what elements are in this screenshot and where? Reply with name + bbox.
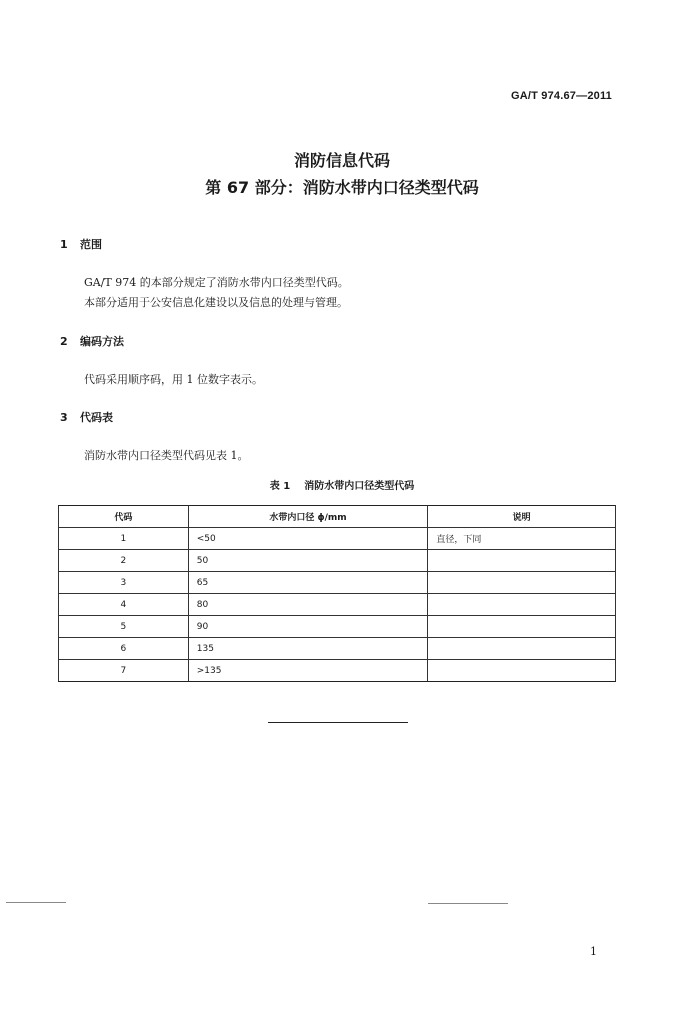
cell-code: 6 [59, 638, 189, 660]
paragraph: 代码采用顺序码，用 1 位数字表示。 [84, 373, 263, 386]
scan-speck [6, 902, 66, 903]
table-caption [0, 477, 684, 492]
scan-speck [428, 903, 508, 904]
cell-diameter: 65 [188, 572, 428, 594]
paragraph: 本部分适用于公安信息化建设以及信息的处理与管理。 [84, 296, 348, 309]
paragraph: 消防水带内口径类型代码见表 1。 [84, 449, 249, 462]
table-row [59, 660, 616, 682]
document-title: 消防信息代码 [293, 151, 390, 170]
section-number: 3 [60, 411, 68, 424]
cell-remark: 直径，下同 [428, 528, 616, 550]
cell-diameter: 50 [188, 550, 428, 572]
section-title: 范围 [80, 238, 102, 251]
standard-number: GA/T 974.67—2011 [510, 90, 612, 102]
table-row [59, 550, 616, 572]
section-heading-code-table [60, 409, 113, 425]
paragraph: GA/T 974 的本部分规定了消防水带内口径类型代码。 [84, 276, 349, 289]
section-heading-scope [60, 236, 102, 252]
cell-code: 4 [59, 594, 189, 616]
section-number: 1 [60, 238, 68, 251]
document-subtitle: 第 67 部分：消防水带内口径类型代码 [205, 178, 479, 197]
cell-diameter: 80 [188, 594, 428, 616]
section-title: 编码方法 [80, 335, 124, 348]
section-heading-coding-method [60, 333, 124, 349]
table-row [59, 616, 616, 638]
cell-remark [428, 594, 616, 616]
cell-code: 7 [59, 660, 189, 682]
cell-diameter: 90 [188, 616, 428, 638]
cell-diameter: <50 [188, 528, 428, 550]
header-code: 代码 [59, 506, 189, 528]
section-title: 代码表 [80, 411, 113, 424]
cell-code: 5 [59, 616, 189, 638]
table-caption-number: 表 1 [269, 481, 291, 492]
page-number: 1 [590, 945, 597, 958]
cell-code: 1 [59, 528, 189, 550]
cell-code: 3 [59, 572, 189, 594]
cell-remark [428, 638, 616, 660]
cell-diameter: >135 [188, 660, 428, 682]
table-row [59, 528, 616, 550]
cell-code: 2 [59, 550, 189, 572]
table-caption-title: 消防水带内口径类型代码 [304, 481, 415, 492]
table-row [59, 572, 616, 594]
end-of-text-rule [268, 722, 408, 723]
header-inner-diameter: 水带内口径 ϕ/mm [188, 506, 428, 528]
cell-remark [428, 660, 616, 682]
section-number: 2 [60, 335, 68, 348]
code-table [58, 505, 616, 682]
header-remark: 说明 [428, 506, 616, 528]
table-row [59, 594, 616, 616]
table-header-row [59, 506, 616, 528]
cell-remark [428, 550, 616, 572]
table-row [59, 638, 616, 660]
cell-diameter: 135 [188, 638, 428, 660]
cell-remark [428, 572, 616, 594]
cell-remark [428, 616, 616, 638]
